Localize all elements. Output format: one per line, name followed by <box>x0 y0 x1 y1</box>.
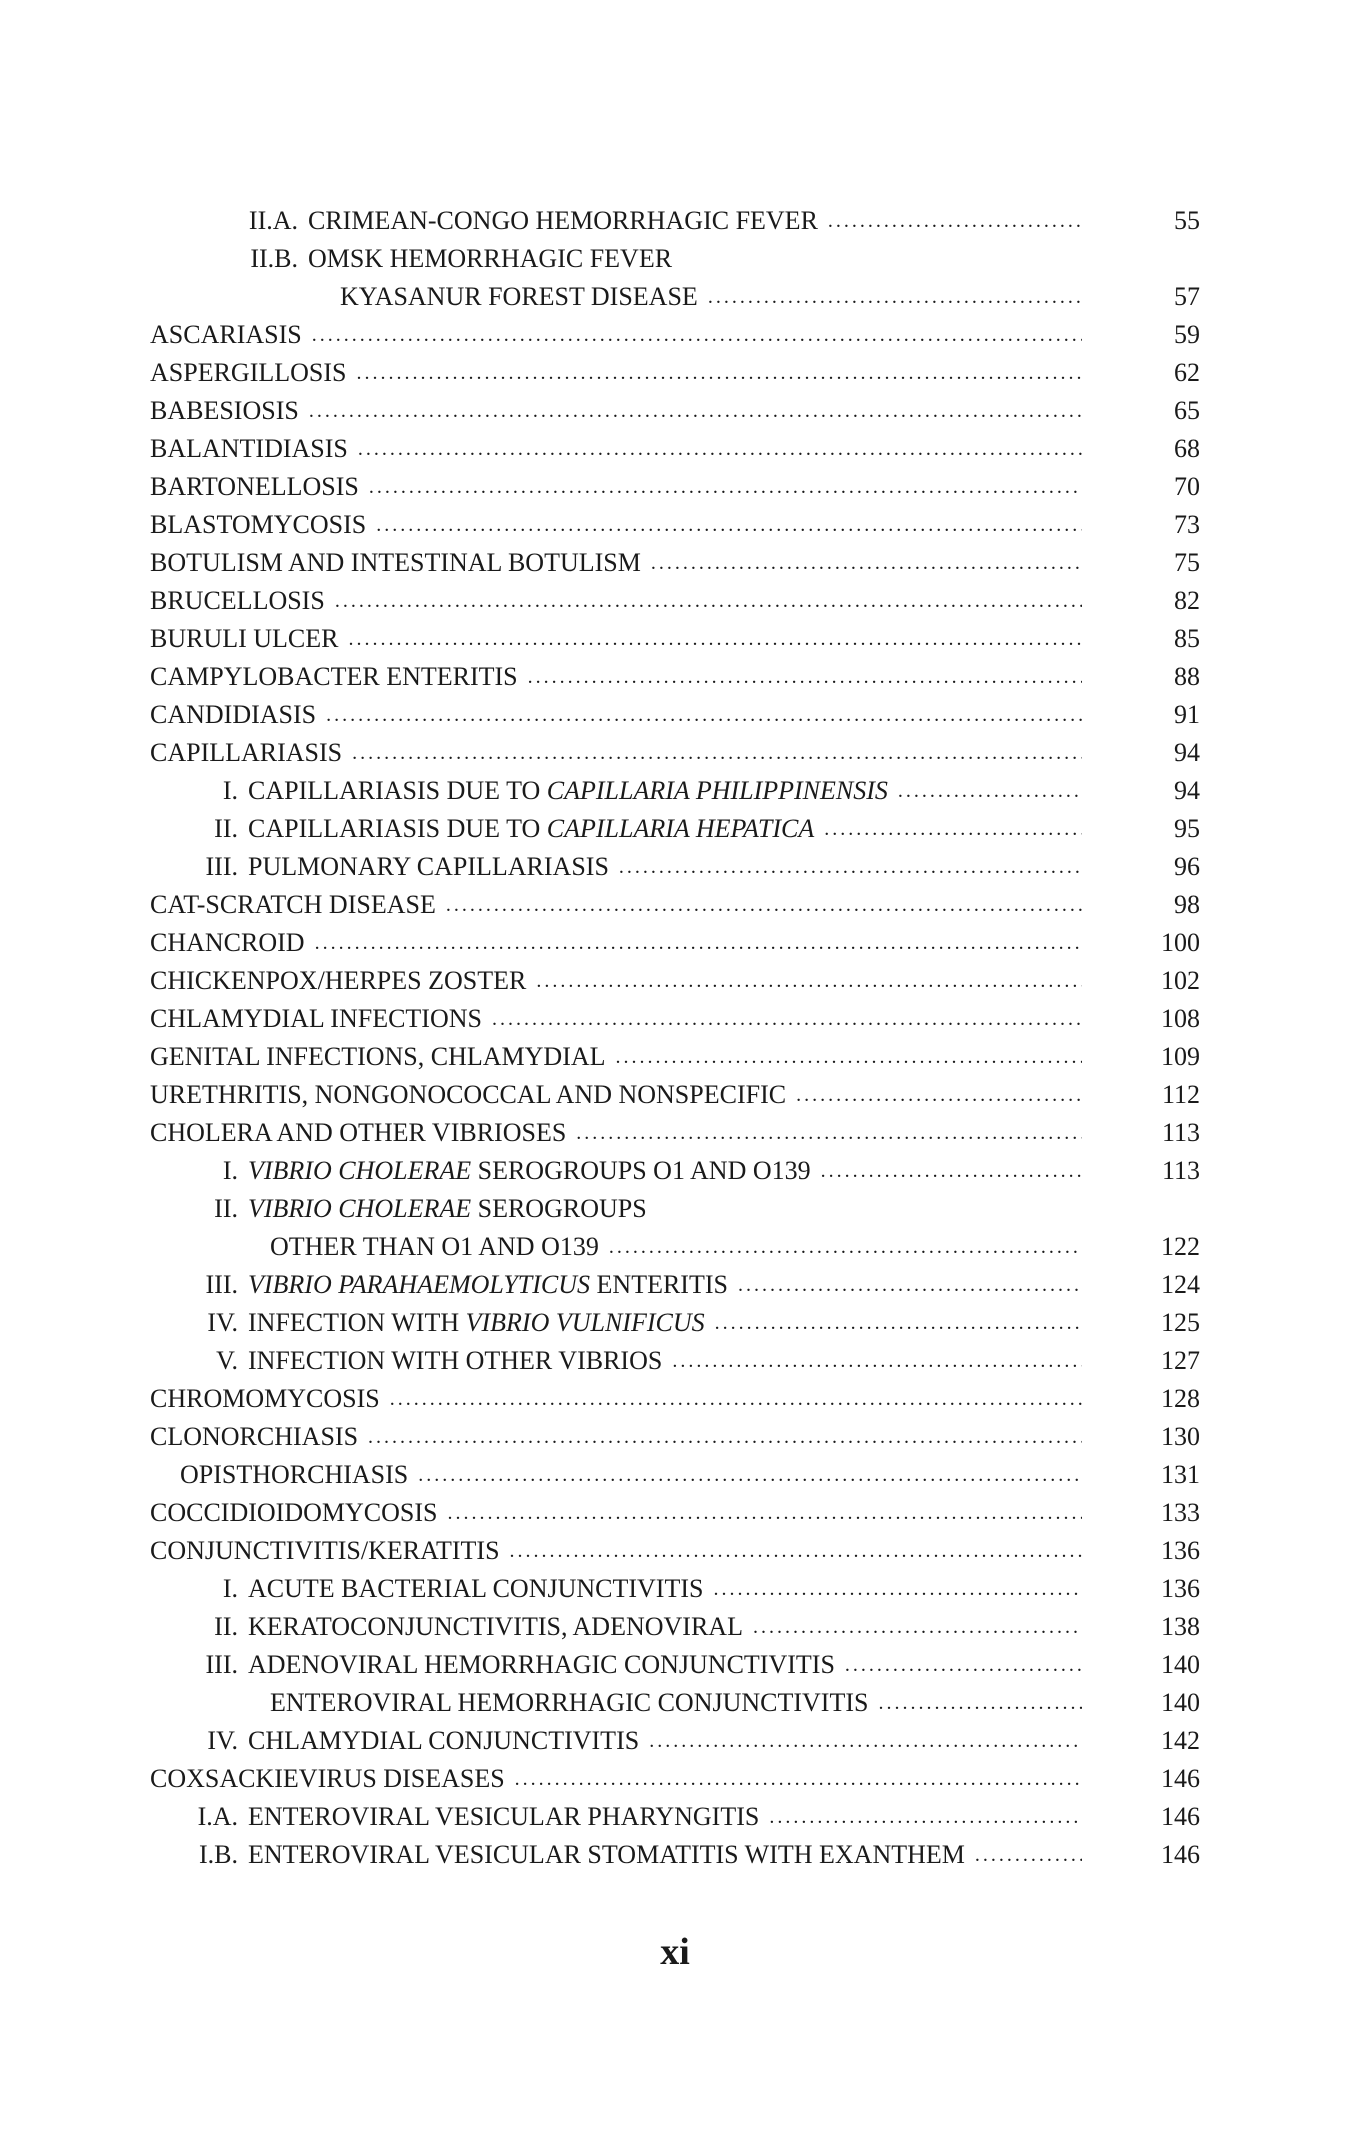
toc-entry-page: 125 <box>1161 1308 1200 1337</box>
toc-entry-title-suffix: ENTERITIS <box>590 1270 728 1299</box>
toc-entry <box>150 1190 1200 1228</box>
dot-leader <box>368 1418 1082 1456</box>
toc-entry <box>150 734 1200 772</box>
toc-entry <box>150 1684 1200 1722</box>
toc-entry-number: II.B. <box>250 244 298 273</box>
toc-entry-title-text: BLASTOMYCOSIS <box>150 510 367 539</box>
toc-entry-title-text: OPISTHORCHIASIS <box>180 1460 409 1489</box>
toc-entry <box>150 582 1200 620</box>
toc-entry-title <box>150 544 641 582</box>
toc-entry-label <box>150 278 698 316</box>
toc-entry-title-text: CANDIDIASIS <box>150 700 317 729</box>
toc-entry-label <box>150 316 302 354</box>
toc-entry-page: 146 <box>1161 1840 1200 1869</box>
toc-entry-label <box>150 468 359 506</box>
toc-entry-page: 140 <box>1161 1688 1200 1717</box>
toc-entry-label <box>150 696 316 734</box>
dot-leader <box>824 810 1082 848</box>
toc-entry-title <box>248 848 609 886</box>
toc-entry <box>150 1836 1200 1874</box>
toc-entry-label <box>150 1570 703 1608</box>
toc-entry-page: 140 <box>1161 1650 1200 1679</box>
toc-entry-label <box>150 1304 705 1342</box>
toc-entry-page: 70 <box>1174 472 1200 501</box>
toc-entry-title-italic: VIBRIO PARAHAEMOLYTICUS <box>248 1270 591 1299</box>
toc-entry-page: 100 <box>1161 928 1200 957</box>
toc-entry-page: 133 <box>1161 1498 1200 1527</box>
toc-entry-page: 112 <box>1161 1080 1200 1109</box>
toc-entry-title-text: BOTULISM AND INTESTINAL BOTULISM <box>150 548 641 577</box>
toc-entry-title <box>248 1266 728 1304</box>
toc-entry-number: I.B. <box>199 1840 238 1869</box>
toc-entry-page: 136 <box>1161 1574 1200 1603</box>
toc-entry-label <box>150 1722 639 1760</box>
toc-entry-title <box>150 1114 566 1152</box>
dot-leader <box>821 1152 1082 1190</box>
toc-entry-label <box>150 1418 358 1456</box>
toc-entry <box>150 316 1200 354</box>
toc-entry-title-italic: CAPILLARIA HEPATICA <box>546 814 815 843</box>
toc-entry-page: 142 <box>1161 1726 1200 1755</box>
toc-entry-number: I. <box>222 1156 238 1185</box>
dot-leader <box>975 1836 1082 1874</box>
toc-entry <box>150 1494 1200 1532</box>
toc-entry-title-text: ENTEROVIRAL VESICULAR PHARYNGITIS <box>248 1802 760 1831</box>
toc-entry-title <box>150 1076 786 1114</box>
toc-entry-label <box>150 734 342 772</box>
toc-entry-title <box>150 1532 500 1570</box>
toc-entry <box>150 1304 1200 1342</box>
toc-entry-page: 94 <box>1174 738 1200 767</box>
dot-leader <box>576 1114 1082 1152</box>
toc-entry-number: II. <box>214 814 238 843</box>
toc-entry-title-text: CONJUNCTIVITIS/KERATITIS <box>150 1536 500 1565</box>
toc-entry-title-text: CAPILLARIASIS DUE TO <box>248 814 547 843</box>
dot-leader <box>352 734 1082 772</box>
toc-entry-label <box>150 886 436 924</box>
toc-entry-page: 91 <box>1174 700 1200 729</box>
toc-entry-title-text: ENTEROVIRAL HEMORRHAGIC CONJUNCTIVITIS <box>270 1688 869 1717</box>
toc-entry-title-italic: CAPILLARIA PHILIPPINENSIS <box>546 776 888 805</box>
toc-entry-title <box>248 1152 811 1190</box>
toc-entry-title-suffix: SEROGROUPS O1 AND O139 <box>471 1156 811 1185</box>
toc-entry-title <box>150 1038 606 1076</box>
toc-entry-page: 138 <box>1161 1612 1200 1641</box>
toc-entry <box>150 354 1200 392</box>
toc-entry-label <box>150 582 325 620</box>
toc-entry-title-text: OTHER THAN O1 AND O139 <box>270 1232 599 1261</box>
toc-entry-title <box>308 240 672 278</box>
toc-entry-title-text: BABESIOSIS <box>150 396 299 425</box>
toc-entry-title-text: URETHRITIS, NONGONOCOCCAL AND NONSPECIFIC <box>150 1080 787 1109</box>
toc-entry-page: 88 <box>1174 662 1200 691</box>
toc-entry <box>150 392 1200 430</box>
toc-entry-title <box>248 1608 743 1646</box>
toc-entry-label <box>150 1456 408 1494</box>
toc-entry-page: 62 <box>1174 358 1200 387</box>
toc-entry <box>150 468 1200 506</box>
toc-entry <box>150 696 1200 734</box>
dot-leader <box>616 1038 1082 1076</box>
toc-entry-title <box>150 430 348 468</box>
toc-entry-page: 113 <box>1161 1156 1200 1185</box>
toc-entry-title-text: BALANTIDIASIS <box>150 434 348 463</box>
dot-leader <box>492 1000 1082 1038</box>
toc-entry-label <box>150 1608 743 1646</box>
toc-entry-title <box>248 1570 703 1608</box>
toc-entry-title-text: CAMPYLOBACTER ENTERITIS <box>150 662 518 691</box>
toc-entry-title-text: BARTONELLOSIS <box>150 472 359 501</box>
toc-entry-title <box>150 392 299 430</box>
dot-leader <box>609 1228 1082 1266</box>
toc-entry-title-italic: VIBRIO VULNIFICUS <box>465 1308 705 1337</box>
toc-entry-title <box>150 506 366 544</box>
toc-entry-title <box>248 1646 835 1684</box>
dot-leader <box>515 1760 1082 1798</box>
dot-leader <box>769 1798 1082 1836</box>
toc-entry-title <box>248 772 888 810</box>
toc-entry-title <box>248 1190 647 1228</box>
toc-entry-label <box>150 1152 811 1190</box>
toc-entry-title <box>150 696 316 734</box>
dot-leader <box>619 848 1082 886</box>
toc-entry-title <box>150 1494 437 1532</box>
toc-entry <box>150 1570 1200 1608</box>
toc-entry <box>150 1760 1200 1798</box>
dot-leader <box>715 1304 1082 1342</box>
toc-entry <box>150 886 1200 924</box>
toc-entry <box>150 506 1200 544</box>
toc-entry-page: 109 <box>1161 1042 1200 1071</box>
toc-entry-label <box>150 1380 380 1418</box>
toc-entry <box>150 1798 1200 1836</box>
toc-entry <box>150 658 1200 696</box>
toc-entry-number: III. <box>205 852 238 881</box>
toc-entry <box>150 962 1200 1000</box>
toc-entry-number: IV. <box>207 1726 238 1755</box>
dot-leader <box>510 1532 1082 1570</box>
toc-entry-page: 73 <box>1174 510 1200 539</box>
table-of-contents <box>150 202 1200 1874</box>
toc-entry <box>150 1418 1200 1456</box>
toc-entry-number: I. <box>222 1574 238 1603</box>
toc-entry-title-text: ASCARIASIS <box>150 320 302 349</box>
dot-leader <box>528 658 1082 696</box>
toc-entry-page: 128 <box>1161 1384 1200 1413</box>
toc-entry-title <box>150 1760 505 1798</box>
dot-leader <box>326 696 1082 734</box>
toc-entry-label <box>150 202 818 240</box>
toc-entry-label <box>150 1646 835 1684</box>
toc-entry-number: II. <box>214 1194 238 1223</box>
toc-entry-title <box>248 810 814 848</box>
toc-entry-number: II. <box>214 1612 238 1641</box>
toc-entry-title-text: OMSK HEMORRHAGIC FEVER <box>308 244 673 273</box>
toc-entry-page: 65 <box>1174 396 1200 425</box>
toc-entry-page: 59 <box>1174 320 1200 349</box>
toc-entry-label <box>150 1494 437 1532</box>
toc-entry-page: 95 <box>1174 814 1200 843</box>
toc-entry-title-text: KERATOCONJUNCTIVITIS, ADENOVIRAL <box>248 1612 743 1641</box>
toc-entry <box>150 620 1200 658</box>
dot-leader <box>418 1456 1082 1494</box>
toc-entry-page: 113 <box>1161 1118 1200 1147</box>
toc-entry <box>150 848 1200 886</box>
toc-entry-number: II.A. <box>248 206 298 235</box>
toc-entry-title-text: GENITAL INFECTIONS, CHLAMYDIAL <box>150 1042 606 1071</box>
toc-entry-label <box>150 1114 566 1152</box>
page-number-footer: xi <box>660 1931 690 1973</box>
dot-leader <box>753 1608 1082 1646</box>
toc-entry <box>150 1038 1200 1076</box>
toc-entry-title <box>150 1380 380 1418</box>
toc-entry <box>150 1076 1200 1114</box>
toc-entry-page: 96 <box>1174 852 1200 881</box>
dot-leader <box>845 1646 1082 1684</box>
toc-entry-label <box>150 810 814 848</box>
toc-entry-title-text: COXSACKIEVIRUS DISEASES <box>150 1764 505 1793</box>
toc-entry-number: V. <box>216 1346 238 1375</box>
toc-entry-page: 57 <box>1174 282 1200 311</box>
toc-entry-label <box>150 620 339 658</box>
toc-entry-title-text: CHANCROID <box>150 928 305 957</box>
toc-entry-label <box>150 240 672 278</box>
toc-entry-title-text: CHOLERA AND OTHER VIBRIOSES <box>150 1118 567 1147</box>
toc-entry <box>150 1342 1200 1380</box>
toc-entry <box>150 278 1200 316</box>
toc-entry-number: I. <box>222 776 238 805</box>
toc-entry-title-text: CAT-SCRATCH DISEASE <box>150 890 436 919</box>
toc-entry <box>150 1456 1200 1494</box>
toc-entry-title-text: ASPERGILLOSIS <box>150 358 347 387</box>
dot-leader <box>649 1722 1082 1760</box>
dot-leader <box>651 544 1082 582</box>
toc-entry-title <box>150 658 518 696</box>
dot-leader <box>672 1342 1082 1380</box>
toc-entry-label <box>150 1038 606 1076</box>
toc-entry-title-suffix: SEROGROUPS <box>471 1194 647 1223</box>
toc-entry <box>150 1152 1200 1190</box>
toc-entry-label <box>150 1266 728 1304</box>
toc-entry <box>150 1266 1200 1304</box>
toc-entry-number: IV. <box>207 1308 238 1337</box>
toc-entry <box>150 1532 1200 1570</box>
dot-leader <box>390 1380 1082 1418</box>
toc-entry-page: 136 <box>1161 1536 1200 1565</box>
toc-entry <box>150 924 1200 962</box>
toc-entry-page: 122 <box>1161 1232 1200 1261</box>
toc-entry-title <box>248 1722 639 1760</box>
toc-entry-title-italic: VIBRIO CHOLERAE <box>248 1194 472 1223</box>
toc-entry-page: 102 <box>1161 966 1200 995</box>
toc-entry-title <box>150 354 346 392</box>
toc-entry-label <box>150 544 641 582</box>
toc-entry-number: III. <box>205 1270 238 1299</box>
toc-entry-title-text: INFECTION WITH <box>248 1308 466 1337</box>
toc-entry <box>150 202 1200 240</box>
toc-entry-title-text: CHROMOMYCOSIS <box>150 1384 380 1413</box>
toc-entry-number: I.A. <box>197 1802 238 1831</box>
toc-entry-title-text: KYASANUR FOREST DISEASE <box>340 282 698 311</box>
dot-leader <box>828 202 1082 240</box>
toc-entry <box>150 1000 1200 1038</box>
toc-entry-page: 146 <box>1161 1802 1200 1831</box>
toc-entry-page: 55 <box>1174 206 1200 235</box>
toc-entry <box>150 240 1200 278</box>
toc-entry-label <box>150 1228 599 1266</box>
toc-entry-page: 127 <box>1161 1346 1200 1375</box>
toc-entry-title <box>248 1342 662 1380</box>
dot-leader <box>738 1266 1082 1304</box>
dot-leader <box>796 1076 1082 1114</box>
toc-entry-title <box>150 582 325 620</box>
toc-entry-title <box>248 1798 759 1836</box>
toc-entry-page: 85 <box>1174 624 1200 653</box>
toc-entry-page: 108 <box>1161 1004 1200 1033</box>
toc-entry-title <box>340 278 698 316</box>
toc-entry-title-text: PULMONARY CAPILLARIASIS <box>248 852 609 881</box>
toc-entry-title <box>308 202 818 240</box>
dot-leader <box>315 924 1082 962</box>
dot-leader <box>358 430 1082 468</box>
toc-entry <box>150 1608 1200 1646</box>
toc-entry <box>150 1228 1200 1266</box>
toc-entry-title-text: BURULI ULCER <box>150 624 339 653</box>
toc-entry-title <box>150 468 359 506</box>
toc-entry-label <box>150 1760 505 1798</box>
toc-entry-title <box>150 1418 358 1456</box>
toc-entry-label <box>150 1076 786 1114</box>
toc-entry <box>150 1722 1200 1760</box>
toc-entry-page: 94 <box>1174 776 1200 805</box>
dot-leader <box>713 1570 1082 1608</box>
dot-leader <box>878 1684 1082 1722</box>
dot-leader <box>369 468 1082 506</box>
toc-entry-label <box>150 1836 965 1874</box>
toc-entry-title <box>248 1836 965 1874</box>
toc-entry-page: 68 <box>1174 434 1200 463</box>
toc-entry <box>150 1114 1200 1152</box>
toc-entry-label <box>150 962 526 1000</box>
dot-leader <box>376 506 1082 544</box>
toc-entry-label <box>150 924 305 962</box>
toc-entry-title-text: ENTEROVIRAL VESICULAR STOMATITIS WITH EXANTHEM <box>248 1840 965 1869</box>
toc-entry-title-text: CLONORCHIASIS <box>150 1422 359 1451</box>
toc-entry-title <box>150 962 526 1000</box>
toc-entry-title-text: CHLAMYDIAL INFECTIONS <box>150 1004 482 1033</box>
toc-entry <box>150 810 1200 848</box>
toc-entry-label <box>150 354 346 392</box>
toc-entry-title <box>150 620 339 658</box>
toc-entry-title-text: CAPILLARIASIS DUE TO <box>248 776 547 805</box>
dot-leader <box>312 316 1082 354</box>
toc-entry-label <box>150 392 299 430</box>
dot-leader <box>335 582 1082 620</box>
dot-leader <box>447 1494 1082 1532</box>
toc-entry-label <box>150 1342 662 1380</box>
toc-entry-title-text: COCCIDIOIDOMYCOSIS <box>150 1498 438 1527</box>
toc-entry-label <box>150 1798 759 1836</box>
dot-leader <box>446 886 1082 924</box>
toc-entry-label <box>150 772 888 810</box>
toc-entry-number: III. <box>205 1650 238 1679</box>
toc-entry-page: 98 <box>1174 890 1200 919</box>
toc-entry-title <box>180 1456 408 1494</box>
toc-entry-title-text: CHICKENPOX/HERPES ZOSTER <box>150 966 527 995</box>
dot-leader <box>536 962 1082 1000</box>
toc-entry-title-text: ACUTE BACTERIAL CONJUNCTIVITIS <box>248 1574 704 1603</box>
toc-entry-label <box>150 1684 868 1722</box>
toc-entry <box>150 1380 1200 1418</box>
dot-leader <box>349 620 1083 658</box>
toc-entry-label <box>150 1190 647 1228</box>
toc-entry-title <box>150 924 305 962</box>
toc-entry-title-text: CRIMEAN-CONGO HEMORRHAGIC FEVER <box>308 206 818 235</box>
toc-entry-label <box>150 848 609 886</box>
toc-entry-title-text: CHLAMYDIAL CONJUNCTIVITIS <box>248 1726 640 1755</box>
toc-entry-title-text: CAPILLARIASIS <box>150 738 343 767</box>
toc-entry <box>150 1646 1200 1684</box>
toc-entry-title-text: ADENOVIRAL HEMORRHAGIC CONJUNCTIVITIS <box>248 1650 835 1679</box>
toc-entry-title <box>150 1000 482 1038</box>
toc-entry-page: 131 <box>1161 1460 1200 1489</box>
dot-leader <box>898 772 1082 810</box>
toc-entry-title <box>150 316 302 354</box>
toc-entry <box>150 772 1200 810</box>
toc-entry-title-italic: VIBRIO CHOLERAE <box>248 1156 472 1185</box>
toc-entry-title <box>150 734 342 772</box>
toc-entry-title-text: BRUCELLOSIS <box>150 586 325 615</box>
toc-entry-label <box>150 1000 482 1038</box>
toc-entry-label <box>150 430 348 468</box>
toc-entry <box>150 430 1200 468</box>
toc-entry-label <box>150 658 518 696</box>
toc-entry-label <box>150 1532 500 1570</box>
toc-entry-page: 82 <box>1174 586 1200 615</box>
dot-leader <box>708 278 1082 316</box>
dot-leader <box>356 354 1082 392</box>
toc-entry-page: 124 <box>1161 1270 1200 1299</box>
toc-entry-title <box>270 1228 599 1266</box>
toc-entry-page: 75 <box>1174 548 1200 577</box>
toc-entry-label <box>150 506 366 544</box>
toc-entry-title <box>270 1684 868 1722</box>
toc-entry-title <box>150 886 436 924</box>
dot-leader <box>309 392 1082 430</box>
toc-entry-page: 146 <box>1161 1764 1200 1793</box>
toc-entry <box>150 544 1200 582</box>
toc-entry-page: 130 <box>1161 1422 1200 1451</box>
toc-entry-title-text: INFECTION WITH OTHER VIBRIOS <box>248 1346 663 1375</box>
toc-entry-title <box>248 1304 705 1342</box>
